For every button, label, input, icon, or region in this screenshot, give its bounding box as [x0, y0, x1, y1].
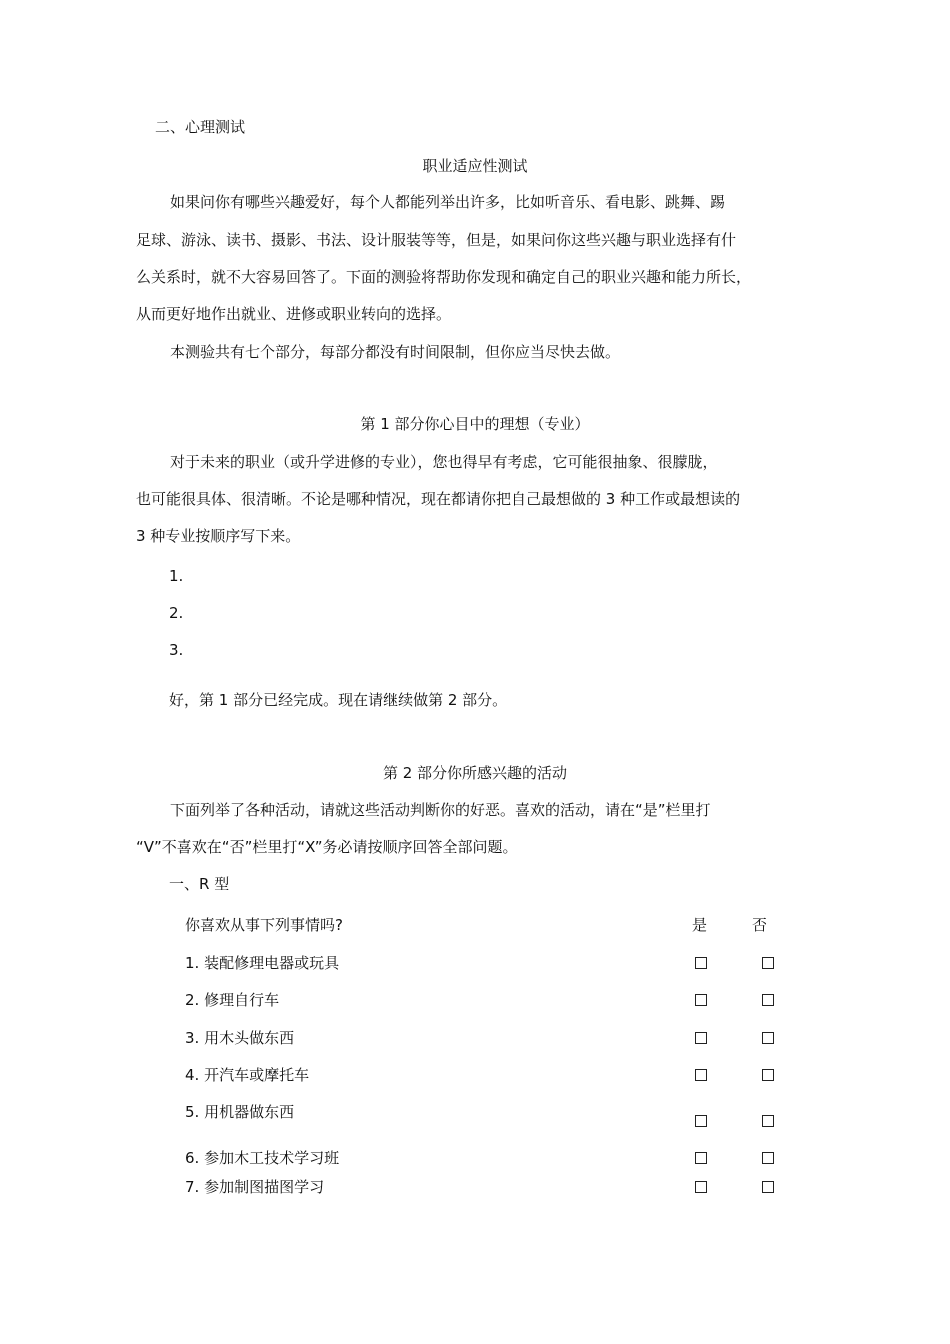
question-text: 6. 参加木工技术学习班 — [185, 1149, 340, 1167]
no-checkbox[interactable] — [762, 1115, 774, 1127]
question-row — [185, 1028, 785, 1050]
part2-title: 第 2 部分你所感兴趣的活动 — [382, 764, 568, 782]
question-text: 3. 用木头做东西 — [185, 1029, 295, 1047]
no-checkbox[interactable] — [762, 1032, 774, 1044]
section-heading: 二、心理测试 — [155, 118, 246, 136]
yes-checkbox[interactable] — [695, 994, 707, 1006]
no-checkbox[interactable] — [762, 1069, 774, 1081]
part1-title: 第 1 部分你心目中的理想（专业） — [360, 415, 590, 433]
yes-checkbox[interactable] — [695, 1152, 707, 1164]
part1-line: 也可能很具体、很清晰。不论是哪种情况，现在都请你把自己最想做的 3 种工作或最想读的 — [136, 490, 741, 508]
no-checkbox[interactable] — [762, 957, 774, 969]
question-row — [185, 953, 785, 975]
yes-checkbox[interactable] — [695, 957, 707, 969]
part2-line: 下面列举了各种活动，请就这些活动判断你的好恶。喜欢的活动，请在“是”栏里打 — [170, 801, 711, 819]
question-text: 1. 装配修理电器或玩具 — [185, 954, 340, 972]
yes-checkbox[interactable] — [695, 1181, 707, 1193]
question-text: 4. 开汽车或摩托车 — [185, 1066, 310, 1084]
question-row — [185, 1065, 785, 1087]
answer-item-1[interactable]: 1. — [169, 567, 184, 585]
subsection-r-type: 一、R 型 — [169, 875, 230, 893]
question-text: 7. 参加制图描图学习 — [185, 1178, 325, 1196]
intro-note: 本测验共有七个部分，每部分都没有时间限制，但你应当尽快去做。 — [170, 343, 621, 361]
question-text: 2. 修理自行车 — [185, 991, 280, 1009]
col-no-header: 否 — [752, 916, 768, 934]
intro-line: 如果问你有哪些兴趣爱好，每个人都能列举出许多，比如听音乐、看电影、跳舞、踢 — [170, 193, 726, 211]
no-checkbox[interactable] — [762, 994, 774, 1006]
question-row — [185, 1102, 785, 1136]
part1-line: 对于未来的职业（或升学进修的专业），您也得早有考虑，它可能很抽象、很朦胧， — [170, 453, 718, 471]
answer-item-3[interactable]: 3. — [169, 641, 184, 659]
question-row — [185, 1177, 785, 1199]
intro-line: 从而更好地作出就业、进修或职业转向的选择。 — [136, 305, 452, 323]
question-prompt: 你喜欢从事下列事情吗? — [185, 916, 343, 934]
test-title: 职业适应性测试 — [422, 157, 528, 175]
no-checkbox[interactable] — [762, 1181, 774, 1193]
yes-checkbox[interactable] — [695, 1069, 707, 1081]
no-checkbox[interactable] — [762, 1152, 774, 1164]
intro-line: 么关系时，就不大容易回答了。下面的测验将帮助你发现和确定自己的职业兴趣和能力所长， — [136, 268, 752, 286]
part1-done: 好，第 1 部分已经完成。现在请继续做第 2 部分。 — [169, 691, 508, 709]
col-yes-header: 是 — [692, 916, 708, 934]
part2-line: “V”不喜欢在“否”栏里打“X”务必请按顺序回答全部问题。 — [136, 838, 518, 856]
answer-item-2[interactable]: 2. — [169, 604, 184, 622]
intro-line: 足球、游泳、读书、摄影、书法、设计服装等等，但是，如果问你这些兴趣与职业选择有什 — [136, 231, 737, 249]
part1-line: 3 种专业按顺序写下来。 — [136, 527, 301, 545]
question-text: 5. 用机器做东西 — [185, 1103, 295, 1121]
question-row — [185, 1148, 785, 1170]
question-row — [185, 990, 785, 1012]
yes-checkbox[interactable] — [695, 1032, 707, 1044]
yes-checkbox[interactable] — [695, 1115, 707, 1127]
